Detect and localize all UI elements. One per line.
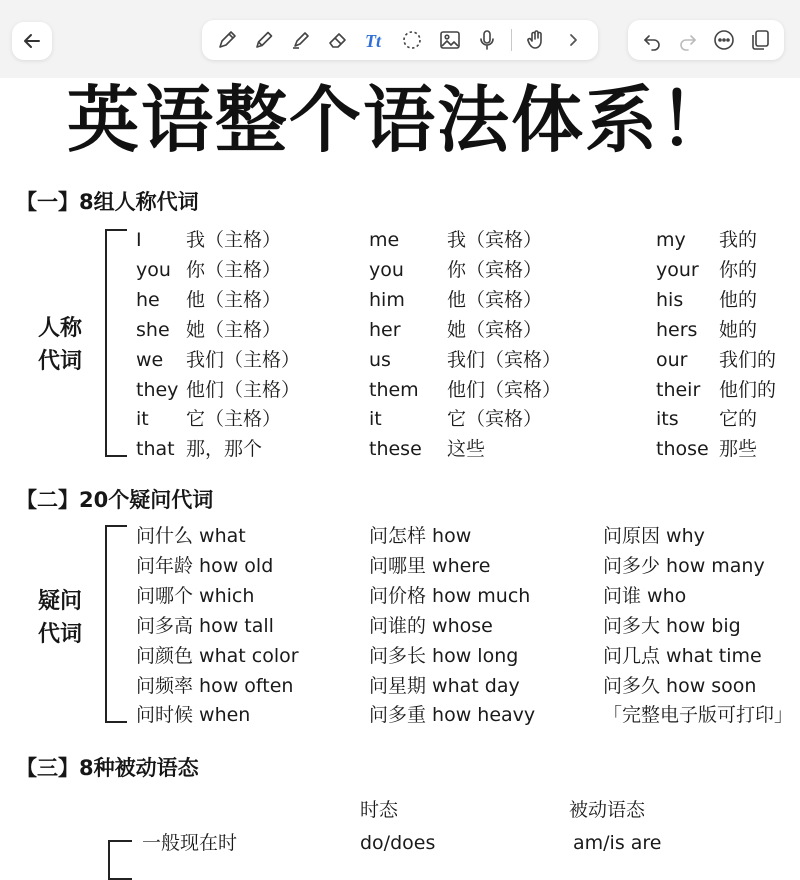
- pronoun-cell-r7-c1: it: [136, 408, 149, 431]
- pronoun-cell-r3-c1: he: [136, 288, 160, 311]
- pronoun-cell-r4-c1: she: [136, 318, 170, 341]
- question-cell-r2-c3: 问多少 how many: [603, 554, 765, 577]
- question-cell-r5-c2: 问多长 how long: [369, 644, 519, 667]
- question-cell-r7-c2: 问多重 how heavy: [369, 704, 536, 727]
- pronoun-cell-r2-c3: you: [369, 258, 404, 281]
- pronoun-cell-r1-c5: my: [656, 229, 686, 251]
- question-cell-r1-c3: 问原因 why: [603, 525, 705, 547]
- pronoun-cell-r1-c3: me: [369, 229, 400, 251]
- question-cell-r5-c1: 问颜色 what color: [136, 644, 299, 667]
- pen-icon[interactable]: [214, 27, 240, 53]
- back-button[interactable]: [12, 22, 52, 60]
- question-cell-r7-c1: 问时候 when: [136, 704, 251, 727]
- chevron-right-icon[interactable]: [560, 27, 586, 53]
- pronoun-cell-r7-c6: 它的: [719, 408, 758, 431]
- pronoun-cell-r4-c3: her: [369, 318, 401, 341]
- passive-cell-r1-c3: am/is are: [573, 832, 662, 854]
- pronoun-cell-r6-c3: them: [369, 378, 419, 401]
- question-cell-r3-c2: 问价格 how much: [369, 584, 531, 607]
- document-actions: [628, 20, 784, 60]
- microphone-icon[interactable]: [474, 27, 500, 53]
- pronoun-cell-r1-c4: 我（宾格）: [447, 229, 543, 251]
- pronoun-cell-r7-c2: 它（主格）: [186, 408, 282, 431]
- pronoun-cell-r5-c4: 我们（宾格）: [447, 348, 562, 371]
- pronoun-cell-r5-c1: we: [136, 348, 164, 371]
- section2-label: 疑问 代词: [37, 589, 82, 647]
- pronoun-cell-r2-c6: 你的: [719, 258, 758, 281]
- pronoun-cell-r5-c2: 我们（主格）: [186, 348, 301, 371]
- text-icon[interactable]: [362, 27, 388, 53]
- pronoun-cell-r1-c1: I: [136, 229, 142, 251]
- pronoun-cell-r3-c2: 他（主格）: [186, 288, 282, 311]
- section1-bracket: [105, 229, 127, 457]
- pronoun-cell-r6-c4: 他们（宾格）: [447, 378, 562, 401]
- question-cell-r4-c3: 问多大 how big: [603, 614, 741, 637]
- pronoun-cell-r3-c3: him: [369, 288, 405, 311]
- pronoun-cell-r4-c6: 她的: [719, 318, 758, 341]
- section3-col-header-tense: 时态: [360, 799, 399, 821]
- section3-col-header-passive: 被动语态: [569, 799, 646, 821]
- pronoun-cell-r5-c6: 我们的: [719, 348, 777, 371]
- pronoun-cell-r4-c5: hers: [656, 318, 698, 341]
- pronoun-cell-r8-c3: these: [369, 438, 422, 461]
- pencil-icon[interactable]: [251, 27, 277, 53]
- eraser-icon[interactable]: [325, 27, 351, 53]
- pronoun-cell-r8-c1: that: [136, 438, 175, 461]
- tool-palette: [202, 20, 598, 60]
- question-cell-r6-c2: 问星期 what day: [369, 674, 520, 697]
- pronoun-cell-r6-c6: 他们的: [719, 378, 777, 401]
- undo-icon[interactable]: [639, 27, 665, 53]
- passive-cell-r1-c2: do/does: [360, 832, 436, 854]
- pronoun-cell-r3-c5: his: [656, 288, 684, 311]
- question-cell-r3-c1: 问哪个 which: [136, 584, 255, 607]
- pronoun-cell-r5-c3: us: [369, 348, 391, 371]
- pronoun-cell-r7-c5: its: [656, 408, 679, 431]
- section3-bracket: [108, 840, 132, 880]
- pronoun-cell-r3-c4: 他（宾格）: [447, 288, 543, 311]
- pronoun-cell-r4-c2: 她（主格）: [186, 318, 282, 341]
- section2-bracket: [105, 525, 127, 723]
- question-cell-r2-c1: 问年龄 how old: [136, 554, 274, 577]
- document-title: 英语整个语法体系！: [66, 78, 733, 162]
- highlighter-icon[interactable]: [288, 27, 314, 53]
- pronoun-cell-r1-c6: 我的: [719, 229, 758, 251]
- question-cell-r3-c3: 问谁 who: [603, 584, 687, 607]
- pronoun-cell-r2-c4: 你（宾格）: [447, 258, 543, 281]
- section1-label: 人称 代词: [37, 316, 82, 374]
- passive-cell-r1-c1: 一般现在时: [142, 832, 238, 854]
- hand-touch-icon[interactable]: [523, 27, 549, 53]
- section2-heading: 【二】20个疑问代词: [16, 488, 214, 512]
- pronoun-cell-r4-c4: 她（宾格）: [447, 318, 543, 341]
- section3-heading: 【三】8种被动语态: [16, 756, 199, 780]
- pronoun-cell-r6-c2: 他们（主格）: [186, 378, 301, 401]
- toolbar-divider: [511, 29, 512, 51]
- section1-heading: 【一】8组人称代词: [16, 190, 199, 214]
- pronoun-cell-r2-c2: 你（主格）: [186, 258, 282, 281]
- lasso-icon[interactable]: [399, 27, 425, 53]
- question-cell-r6-c3: 问多久 how soon: [603, 674, 757, 697]
- redo-icon[interactable]: [675, 27, 701, 53]
- pronoun-cell-r7-c3: it: [369, 408, 382, 431]
- pronoun-cell-r3-c6: 他的: [719, 288, 758, 311]
- question-cell-r4-c1: 问多高 how tall: [136, 614, 274, 637]
- pages-icon[interactable]: [747, 27, 773, 53]
- svg-text:Tt: Tt: [365, 31, 382, 51]
- question-cell-r1-c2: 问怎样 how: [369, 525, 472, 547]
- question-cell-r7-c3: 「完整电子版可打印」: [603, 704, 794, 727]
- pronoun-cell-r8-c5: those: [656, 438, 709, 461]
- question-cell-r2-c2: 问哪里 where: [369, 554, 491, 577]
- arrow-left-icon: [19, 28, 45, 54]
- pronoun-cell-r7-c4: 它（宾格）: [447, 408, 543, 431]
- question-cell-r5-c3: 问几点 what time: [603, 644, 762, 667]
- pronoun-cell-r1-c2: 我（主格）: [186, 229, 282, 251]
- pronoun-cell-r6-c5: their: [656, 378, 701, 401]
- question-cell-r4-c2: 问谁的 whose: [369, 614, 493, 637]
- more-icon[interactable]: [711, 27, 737, 53]
- pronoun-cell-r2-c5: your: [656, 258, 699, 281]
- question-cell-r6-c1: 问频率 how often: [136, 674, 294, 697]
- pronoun-cell-r6-c1: they: [136, 378, 179, 401]
- pronoun-cell-r5-c5: our: [656, 348, 688, 371]
- pronoun-cell-r8-c2: 那，那个: [186, 438, 263, 461]
- pronoun-cell-r8-c4: 这些: [447, 438, 486, 461]
- question-cell-r1-c1: 问什么 what: [136, 525, 246, 547]
- pronoun-cell-r2-c1: you: [136, 258, 171, 281]
- image-icon[interactable]: [437, 27, 463, 53]
- pronoun-cell-r8-c6: 那些: [719, 438, 758, 461]
